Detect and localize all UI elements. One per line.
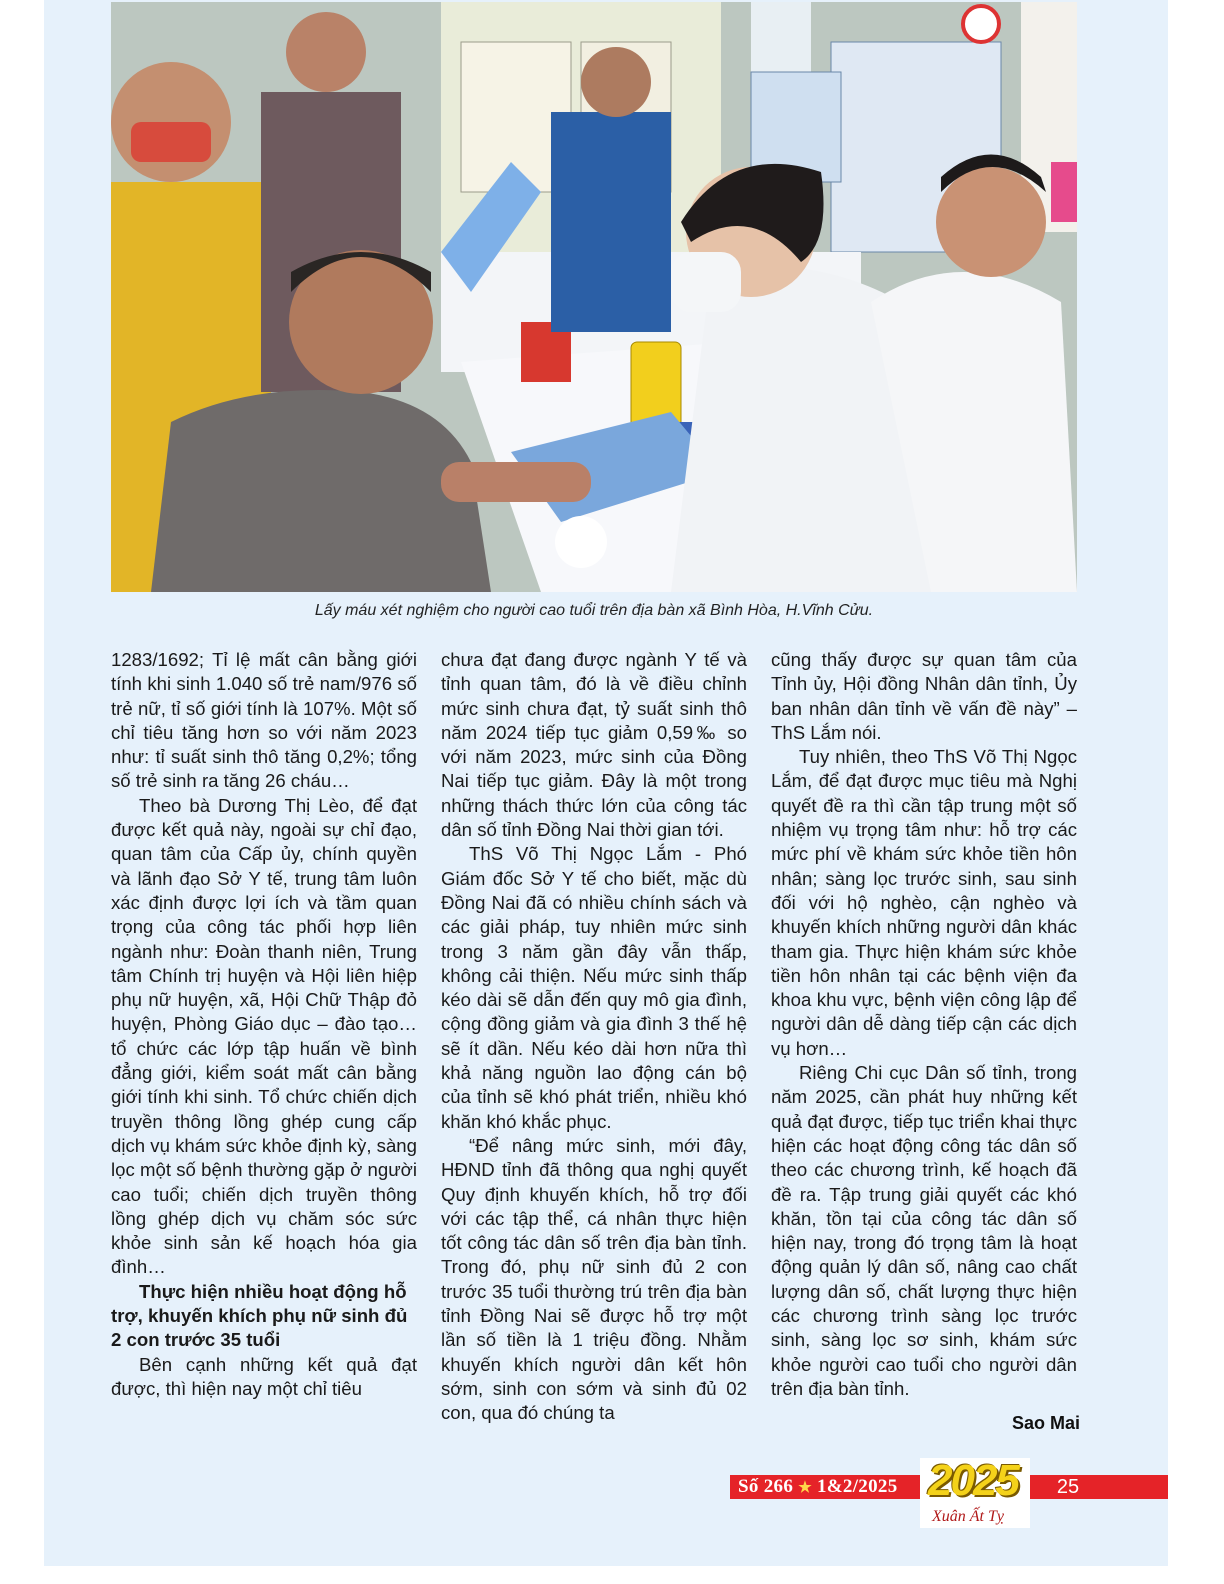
paragraph: ThS Võ Thị Ngọc Lắm - Phó Giám đốc Sở Y tế cho biết, mặc dù Đồng Nai đã có nhiều chính sách và các giải pháp, tuy nhiên mức sinh trong 3 năm gần đây vẫn thấp, không cải thiện. Nếu mức sinh thấp kéo dài sẽ dẫn đến quy mô gia đình, cộng đồng giảm và gia đình 3 thế hệ sẽ ít dần. Nếu kéo dài hơn nữa thì khả năng nguồn lao động cán bộ của tỉnh sẽ khó phát triển, nhiều khó khăn khó khắc phục. bbox=[441, 843, 747, 1132]
section-heading: Thực hiện nhiều hoạt động hỗ trợ, khuyến khích phụ nữ sinh đủ 2 con trước 35 tuổi bbox=[111, 1280, 408, 1351]
paragraph: Riêng Chi cục Dân số tỉnh, trong năm 2025, cần phát huy những kết quả đạt được, tiếp tục triển khai thực hiện các hoạt động công tác dân số theo các chương trình, kế hoạch đã đề ra. Tập trung giải quyết các khó khăn, tồn tại của công tác dân số hiện nay, trong đó trọng tâm là hoạt động quản lý dân số, nâng cao chất lượng dân số, chất lượng thực hiện các chương trình sàng lọc trước sinh, sàng lọc sơ sinh, khám sức khỏe người cao tuổi cho người dân trên địa bàn tỉnh. bbox=[771, 1062, 1077, 1399]
paragraph: “Để nâng mức sinh, mới đây, HĐND tỉnh đã thông qua nghị quyết Quy định khuyến khích, hỗ trợ đối với các tập thể, cá nhân thực hiện tốt công tác dân số trên địa bàn tỉnh. Trong đó, phụ nữ sinh đủ 2 con trước 35 tuổi thường trú trên địa bàn tỉnh Đồng Nai sẽ được hỗ trợ một lần số tiền là 1 triệu đồng. Nhằm khuyến khích người dân kết hôn sớm, sinh con sớm và sinh đủ 02 con, qua đó chúng ta bbox=[441, 1134, 747, 1424]
festival-label: Xuân Ất Tỵ bbox=[932, 1508, 1004, 1525]
photo-illustration bbox=[111, 2, 1077, 592]
year-logo: 2025 bbox=[928, 1456, 1018, 1505]
article-column-1 bbox=[111, 648, 417, 1401]
author-byline: Sao Mai bbox=[1011, 1413, 1080, 1433]
article-column-3 bbox=[771, 648, 1077, 1401]
paragraph: 1283/1692; Tỉ lệ mất cân bằng giới tính khi sinh 1.040 số trẻ nam/976 số trẻ nữ, tỉ số giới tính là 107%. Một số chỉ tiêu tăng hơn so với năm 2023 như: tỉ suất sinh thô tăng 0,2%; tổng số trẻ sinh ra tăng 26 cháu… bbox=[111, 649, 417, 792]
paragraph: cũng thấy được sự quan tâm của Tỉnh ủy, Hội đồng Nhân dân tỉnh, Ủy ban nhân dân tỉnh về vấn đề này” – ThS Lắm nói. bbox=[771, 649, 1077, 743]
article-photo bbox=[111, 2, 1077, 592]
issue-label bbox=[738, 1475, 898, 1499]
paragraph: Bên cạnh những kết quả đạt được, thì hiện nay một chỉ tiêu bbox=[111, 1353, 417, 1399]
page-number: 25 bbox=[1056, 1476, 1080, 1498]
paragraph: chưa đạt đang được ngành Y tế và tỉnh quan tâm, đó là về điều chỉnh mức sinh chưa đạt, tỷ suất sinh thô năm 2024 tiếp tục giảm 0,59‰ so với năm 2023, mức sinh của Đồng Nai tiếp tục giảm. Đây là một trong những thách thức lớn của công tác dân số tỉnh Đồng Nai thời gian tới. bbox=[441, 649, 747, 841]
issue-number: Số 266 bbox=[738, 1476, 794, 1497]
issue-date: 1&2/2025 bbox=[817, 1476, 898, 1497]
paragraph: Tuy nhiên, theo ThS Võ Thị Ngọc Lắm, để đạt được mục tiêu mà Nghị quyết đề ra thì cần tập trung một số nhiệm vụ trọng tâm như: hỗ trợ các mức phí về khám sức khỏe tiền hôn nhân; sàng lọc trước sinh, sau sinh đối với hộ nghèo, cận nghèo và khuyến khích những người dân khác tham gia. Thực hiện khám sức khỏe tiền hôn nhân tại các bệnh viện đa khoa khu vực, bệnh viện công lập để người dân dễ dàng tiếp cận các dịch vụ hơn… bbox=[771, 746, 1077, 1059]
photo-caption: Lấy máu xét nghiệm cho người cao tuổi trên địa bàn xã Bình Hòa, H.Vĩnh Cửu. bbox=[314, 602, 874, 619]
paragraph: Theo bà Dương Thị Lèo, để đạt được kết quả này, ngoài sự chỉ đạo, quan tâm của Cấp ủy, chính quyền và lãnh đạo Sở Y tế, trung tâm luôn xác định được lợi ích và tầm quan trọng của công tác phối hợp liên ngành như: Đoàn thanh niên, Trung tâm Chính trị huyện và Hội liên hiệp phụ nữ huyện, xã, Hội Chữ Thập đỏ huyện, Phòng Giáo dục – đào tạo… tổ chức các lớp tập huấn về bình đẳng giới, kiểm soát mất cân bằng giới tính khi sinh. Tổ chức chiến dịch truyền thông lồng ghép cung cấp dịch vụ khám sức khỏe định kỳ, sàng lọc một số bệnh thường gặp ở người cao tuổi; chiến dịch truyền thông lồng ghép dịch vụ chăm sóc sức khỏe sinh sản kế hoạch hóa gia đình… bbox=[111, 794, 417, 1278]
star-icon: ★ bbox=[798, 1480, 812, 1496]
article-column-2 bbox=[441, 648, 747, 1426]
